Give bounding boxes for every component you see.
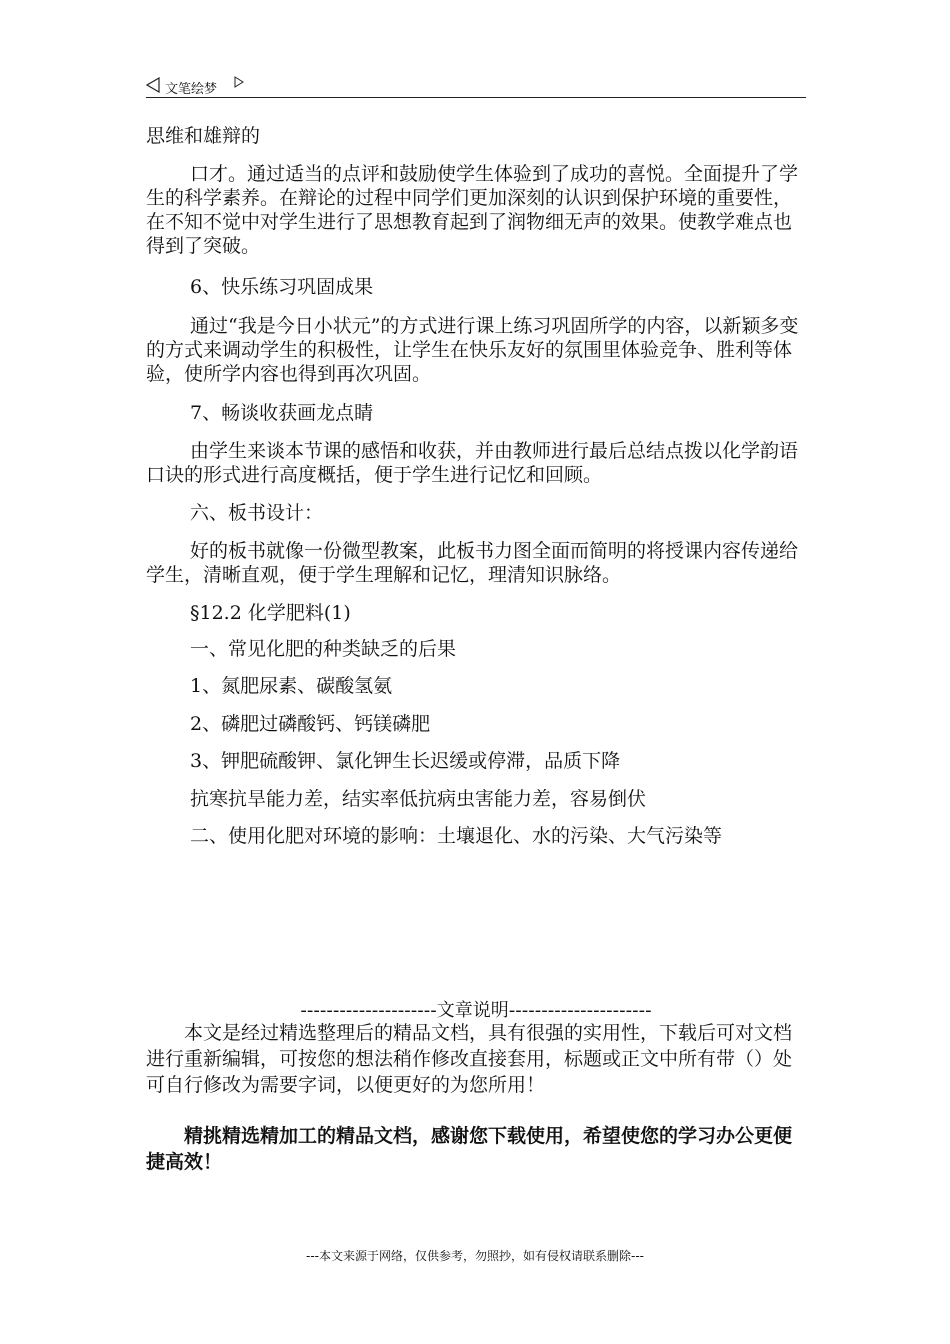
board-item-potassium-detail: 抗寒抗旱能力差，结实率低抗病虫害能力差，容易倒伏: [190, 788, 647, 810]
triangle-right-icon: [234, 76, 244, 88]
paragraph-harvest: 由学生来谈本节课的感悟和收获，并由教师进行最后总结点拨以化学韵语口诀的形式进行高度概括，便于学生进行记忆和回顾。: [146, 440, 799, 486]
board-item-potassium: 3、钾肥硫酸钾、氯化钾生长迟缓或停滞，品质下降: [190, 750, 621, 772]
article-note-bold: 精挑精选精加工的精品文档，感谢您下载使用，希望使您的学习办公更便捷高效！: [146, 1125, 793, 1173]
board-item-1: 一、常见化肥的种类缺乏的后果: [190, 638, 457, 660]
paragraph-continuation: 思维和雄辩的: [146, 125, 261, 147]
page-footer: ---本文来源于网络，仅供参考，勿照抄，如有侵权请联系删除---: [306, 1249, 644, 1263]
board-title: §12.2 化学肥料(1): [190, 602, 351, 624]
paragraph-evaluation: 口才。通过适当的点评和鼓励使学生体验到了成功的喜悦。全面提升了学生的科学素养。在辩论的过程中同学们更加深刻的认识到保护环境的重要性，在不知不觉中对学生进行了思想教育起到了润物细无声的效果。使教学难点也得到了突破。: [146, 163, 799, 257]
header-title: 文笔绘梦: [165, 82, 218, 97]
board-item-nitrogen: 1、氮肥尿素、碳酸氢氨: [190, 675, 393, 697]
section-heading-practice: 6、快乐练习巩固成果: [190, 276, 374, 298]
page-header: [146, 74, 806, 98]
article-note-body: 本文是经过精选整理后的精品文档，具有很强的实用性，下载后可对文档进行重新编辑，可按您的想法稍作修改直接套用，标题或正文中所有带（）处可自行修改为需要字词，以便更好的为您所用！: [146, 1022, 793, 1096]
triangle-left-icon: [146, 77, 160, 93]
paragraph-board: 好的板书就像一份微型教案，此板书力图全面而简明的将授课内容传递给学生，清晰直观，便于学生理解和记忆，理清知识脉络。: [146, 540, 799, 586]
board-item-environment: 二、使用化肥对环境的影响：土壤退化、水的污染、大气污染等: [190, 825, 723, 847]
article-note-separator: ---------------------文章说明----------------------: [300, 1000, 652, 1021]
section-heading-board: 六、板书设计：: [190, 502, 324, 524]
paragraph-practice: 通过“我是今日小状元”的方式进行课上练习巩固所学的内容，以新颖多变的方式来调动学生的积极性，让学生在快乐友好的氛围里体验竞争、胜利等体验，使所学内容也得到再次巩固。: [146, 315, 799, 385]
header-rule: [146, 97, 806, 98]
section-heading-harvest: 7、畅谈收获画龙点睛: [190, 402, 374, 424]
board-item-phosphorus: 2、磷肥过磷酸钙、钙镁磷肥: [190, 713, 431, 735]
